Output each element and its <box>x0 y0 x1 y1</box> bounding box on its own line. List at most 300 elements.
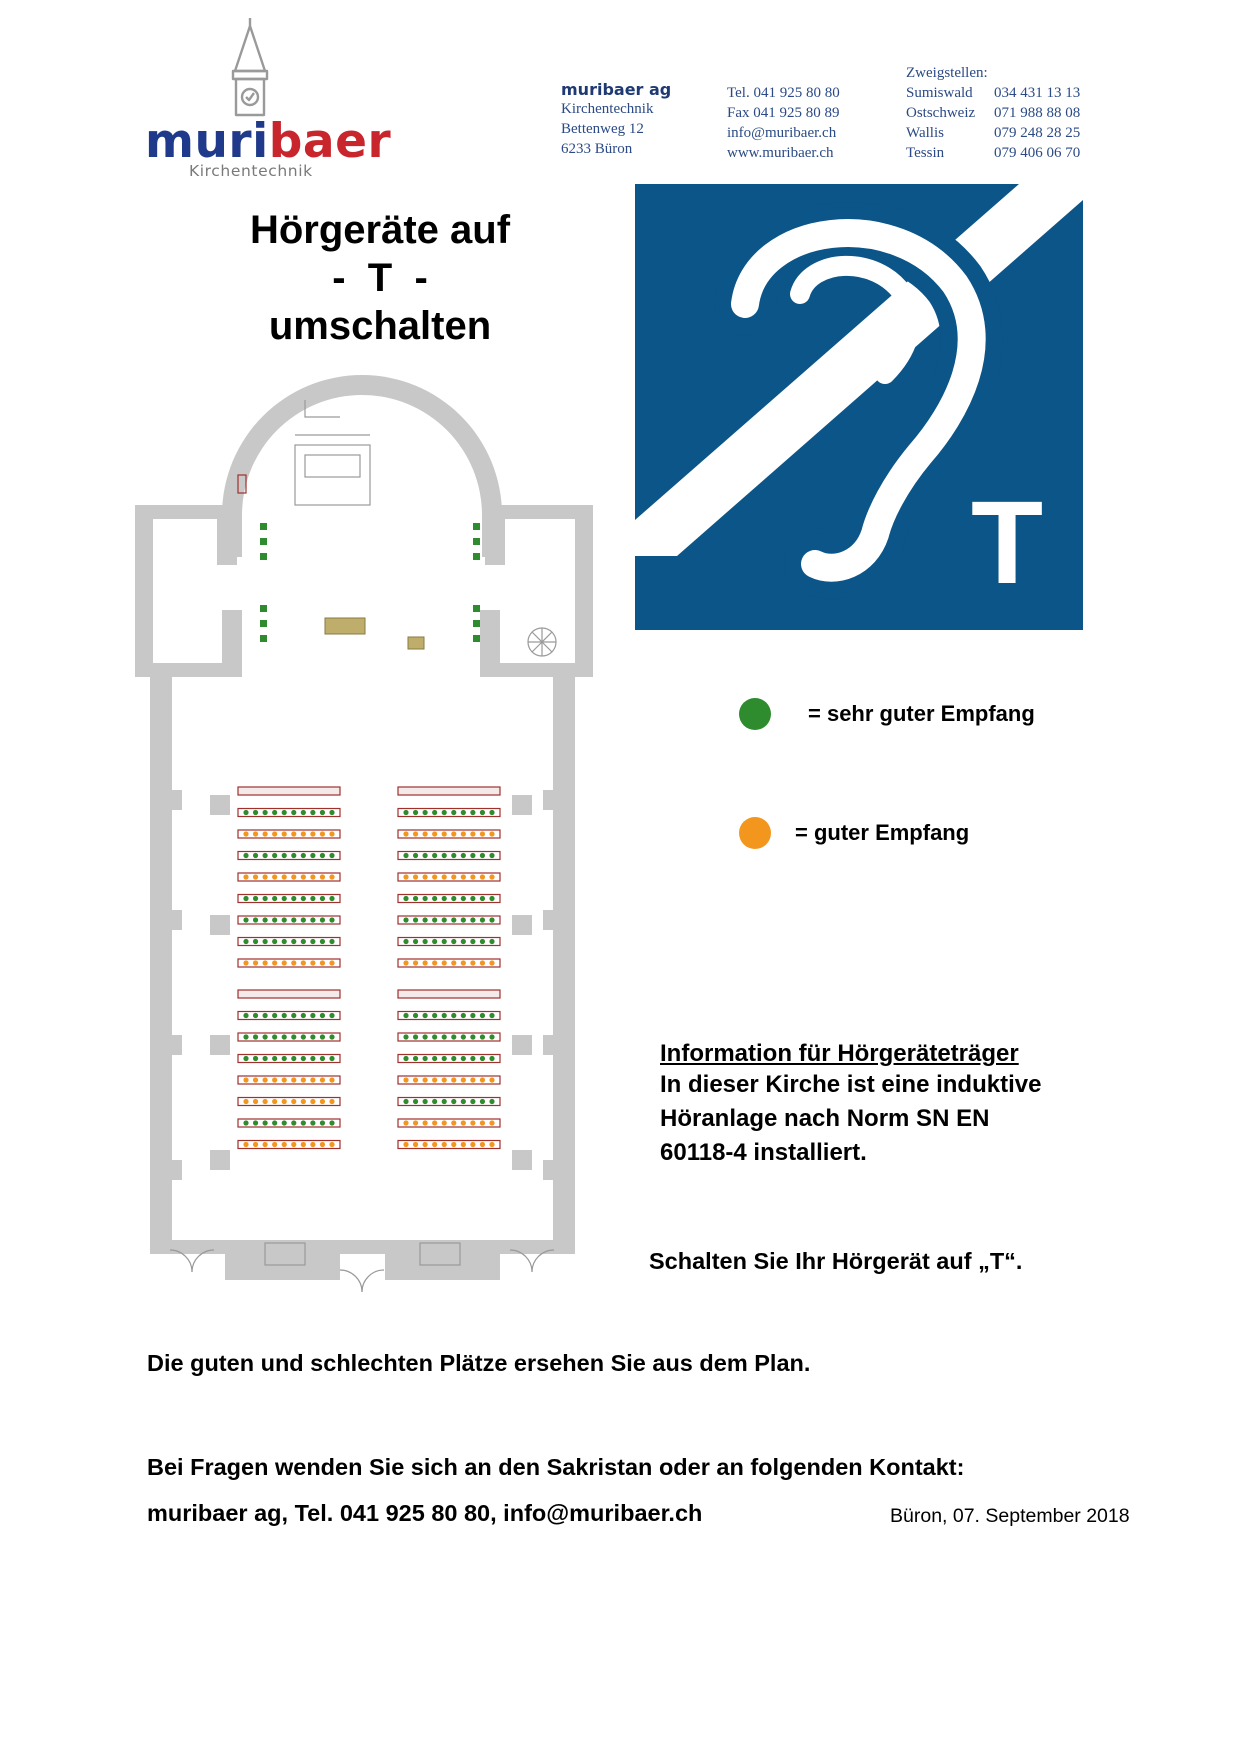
letterhead-website: www.muribaer.ch <box>727 145 834 161</box>
seat-green <box>243 1013 248 1018</box>
info-block <box>660 1040 1041 1170</box>
seat-green <box>470 1099 475 1104</box>
seat-orange <box>432 1142 437 1147</box>
seat-green <box>451 896 456 901</box>
seat-green <box>461 1013 466 1018</box>
seat-green <box>470 853 475 858</box>
seat-green <box>403 1013 408 1018</box>
date-line: Büron, 07. September 2018 <box>890 1505 1130 1527</box>
seat-orange <box>310 874 315 879</box>
page-headline <box>200 206 560 350</box>
seat-orange <box>291 1142 296 1147</box>
branch-name: Tessin <box>906 145 945 161</box>
seat-orange <box>489 960 494 965</box>
seat-orange <box>301 1142 306 1147</box>
seat-green <box>432 810 437 815</box>
seat-orange <box>243 1077 248 1082</box>
seat-green <box>489 1013 494 1018</box>
legend-item-good <box>739 817 969 849</box>
seat-orange <box>291 1099 296 1104</box>
annex-wall <box>135 663 235 677</box>
seat-orange <box>329 960 334 965</box>
logo-word-part2: baer <box>268 114 392 169</box>
seat-green <box>442 917 447 922</box>
seat-orange <box>413 1142 418 1147</box>
seat-green <box>272 1056 277 1061</box>
seat-green <box>432 917 437 922</box>
branch-phone: 071 988 88 08 <box>994 105 1081 121</box>
seat-green <box>263 1120 268 1125</box>
hearing-loop-sign <box>635 184 1083 630</box>
hearing-loop-letter: T <box>971 477 1044 609</box>
seat-green <box>282 896 287 901</box>
letterhead-address-line: 6233 Büron <box>561 141 633 157</box>
seat-green <box>253 896 258 901</box>
seat-orange <box>310 1099 315 1104</box>
seat-orange <box>489 1142 494 1147</box>
seat-green <box>301 853 306 858</box>
letterhead-fax: Fax 041 925 80 89 <box>727 105 840 121</box>
seat-orange <box>282 831 287 836</box>
seat-green <box>470 939 475 944</box>
seat-orange <box>243 960 248 965</box>
seat-orange <box>272 1077 277 1082</box>
seat-green <box>263 1056 268 1061</box>
seat-orange <box>480 831 485 836</box>
seat-green <box>403 896 408 901</box>
branch-name: Wallis <box>906 125 944 141</box>
seat-green <box>480 1099 485 1104</box>
seat-orange <box>320 1099 325 1104</box>
seat-green <box>329 896 334 901</box>
seat-green <box>320 917 325 922</box>
seat-green <box>263 939 268 944</box>
seat-green <box>310 1120 315 1125</box>
seat-green <box>423 1056 428 1061</box>
seat-orange <box>423 831 428 836</box>
seat-green <box>282 1034 287 1039</box>
seat-green <box>423 810 428 815</box>
seat-orange <box>263 960 268 965</box>
seat-green <box>461 939 466 944</box>
seat-orange <box>301 960 306 965</box>
seat-orange <box>263 1077 268 1082</box>
seat-orange <box>329 831 334 836</box>
seat-green <box>320 939 325 944</box>
seat-orange <box>470 1077 475 1082</box>
seat-orange <box>442 1077 447 1082</box>
nave-wall-right <box>553 675 575 1245</box>
info-line: In dieser Kirche ist eine induktive <box>660 1071 1042 1098</box>
seat-green <box>272 939 277 944</box>
headline-line-1: Hörgeräte auf <box>249 208 511 252</box>
seat-orange <box>310 960 315 965</box>
seat-green <box>329 939 334 944</box>
seat-orange <box>480 1120 485 1125</box>
seat-orange <box>263 831 268 836</box>
seat-orange <box>423 960 428 965</box>
seat-orange <box>461 1142 466 1147</box>
seat-orange <box>310 831 315 836</box>
seat-green <box>470 917 475 922</box>
seat-green <box>310 939 315 944</box>
contact-line: muribaer ag, Tel. 041 925 80 80, info@muribaer.ch <box>147 1500 703 1526</box>
seat-orange <box>282 960 287 965</box>
seat-orange <box>423 1142 428 1147</box>
branch-name: Sumiswald <box>906 85 973 101</box>
seat-green <box>329 1013 334 1018</box>
seat-green <box>461 853 466 858</box>
branch-phone: 034 431 13 13 <box>994 85 1081 101</box>
headline-line-2: - T - <box>332 256 428 300</box>
seat-green <box>480 917 485 922</box>
seat-orange <box>489 1120 494 1125</box>
seat-orange <box>253 1142 258 1147</box>
seat-green <box>451 853 456 858</box>
seat-green <box>291 810 296 815</box>
logo-wordmark <box>145 114 392 169</box>
seat-green <box>282 810 287 815</box>
seat-green <box>329 1056 334 1061</box>
seat-green <box>413 917 418 922</box>
seat-orange <box>329 874 334 879</box>
seat-green <box>442 1034 447 1039</box>
seat-green <box>442 1099 447 1104</box>
seat-green <box>320 896 325 901</box>
seat-green <box>253 1056 258 1061</box>
seat-orange <box>413 874 418 879</box>
seat-green <box>253 853 258 858</box>
annex-wall <box>485 505 505 565</box>
seat-green <box>310 896 315 901</box>
seat-green <box>403 939 408 944</box>
seat-green <box>282 917 287 922</box>
entrance-wall <box>150 1240 575 1254</box>
seat-green <box>480 1013 485 1018</box>
seat-green <box>413 1056 418 1061</box>
seat-orange <box>282 1077 287 1082</box>
letterhead-address-block <box>561 80 671 159</box>
seat-orange <box>461 1120 466 1125</box>
seat-green <box>470 1056 475 1061</box>
seat-green <box>320 1013 325 1018</box>
seat-green <box>413 853 418 858</box>
letterhead-contact-block <box>727 83 840 163</box>
seat-orange <box>423 874 428 879</box>
pew <box>238 787 340 795</box>
seat-green <box>272 917 277 922</box>
seat-orange <box>291 874 296 879</box>
seat-green <box>432 1013 437 1018</box>
pew <box>398 787 500 795</box>
seat-orange <box>432 831 437 836</box>
seat-green <box>451 1056 456 1061</box>
seat-orange <box>480 1077 485 1082</box>
seat-orange <box>291 831 296 836</box>
seat-orange <box>442 874 447 879</box>
seat-orange <box>451 874 456 879</box>
seat-green <box>442 1013 447 1018</box>
seat-orange <box>272 1099 277 1104</box>
letterhead-phone: Tel. 041 925 80 80 <box>727 85 840 101</box>
seat-green <box>243 917 248 922</box>
logo-word-part1: muri <box>145 114 269 169</box>
seat-green <box>432 1099 437 1104</box>
letterhead-company-name: muribaer ag <box>561 80 672 99</box>
green-dot-icon <box>739 698 771 730</box>
seat-green <box>272 1034 277 1039</box>
seat-orange <box>451 1077 456 1082</box>
annex-wall <box>222 610 242 677</box>
seat-green <box>470 896 475 901</box>
headline-line-3: umschalten <box>268 304 492 348</box>
seat-green <box>329 853 334 858</box>
seat-orange <box>243 1142 248 1147</box>
seat-green <box>470 810 475 815</box>
seat-orange <box>243 1099 248 1104</box>
seat-green <box>432 1056 437 1061</box>
seat-orange <box>253 960 258 965</box>
seat-green <box>423 939 428 944</box>
seat-orange <box>272 874 277 879</box>
seat-green <box>253 1013 258 1018</box>
seat-green <box>253 1120 258 1125</box>
seat-green <box>470 1013 475 1018</box>
seat-green <box>243 810 248 815</box>
seat-orange <box>413 1077 418 1082</box>
seat-orange <box>451 831 456 836</box>
seat-green <box>480 810 485 815</box>
seat-orange <box>489 831 494 836</box>
seat-orange <box>470 874 475 879</box>
seat-green <box>263 810 268 815</box>
questions-text: Bei Fragen wenden Sie sich an den Sakristan oder an folgenden Kontakt: <box>147 1454 965 1480</box>
seat-green <box>253 917 258 922</box>
legend-label: = sehr guter Empfang <box>808 701 1035 726</box>
choir-table <box>325 618 365 634</box>
seat-green <box>423 896 428 901</box>
info-line: 60118-4 installiert. <box>660 1139 867 1166</box>
seat-green <box>291 1056 296 1061</box>
branch-phone: 079 406 06 70 <box>994 145 1081 161</box>
seat-green <box>301 1120 306 1125</box>
choir-table <box>408 637 424 649</box>
info-line: Höranlage nach Norm SN EN <box>660 1105 990 1132</box>
seat-green <box>489 896 494 901</box>
seat-orange <box>310 1142 315 1147</box>
seat-orange <box>282 874 287 879</box>
seat-orange <box>442 831 447 836</box>
seat-orange <box>329 1142 334 1147</box>
seat-orange <box>432 1120 437 1125</box>
seat-orange <box>489 1077 494 1082</box>
seat-green <box>413 1099 418 1104</box>
seat-green <box>413 939 418 944</box>
seat-orange <box>413 1120 418 1125</box>
seat-green <box>442 939 447 944</box>
seat-green <box>432 1034 437 1039</box>
seat-green <box>263 1034 268 1039</box>
church-tower-icon <box>220 16 280 118</box>
annex-wall <box>575 505 593 677</box>
seat-green <box>291 917 296 922</box>
seat-green <box>489 810 494 815</box>
seat-green <box>301 939 306 944</box>
seat-green <box>403 1099 408 1104</box>
orange-dot-icon <box>739 817 771 849</box>
seat-orange <box>263 1142 268 1147</box>
seat-green <box>253 1034 258 1039</box>
seat-orange <box>282 1142 287 1147</box>
seat-green <box>263 853 268 858</box>
seat-orange <box>243 831 248 836</box>
seat-orange <box>263 1099 268 1104</box>
altar <box>295 445 370 505</box>
seat-orange <box>423 1120 428 1125</box>
seat-orange <box>413 831 418 836</box>
seat-green <box>320 853 325 858</box>
seat-green <box>291 1034 296 1039</box>
seat-green <box>413 810 418 815</box>
seat-green <box>282 853 287 858</box>
seat-orange <box>451 960 456 965</box>
letterhead-branches-block <box>906 63 1080 163</box>
seat-green <box>489 853 494 858</box>
seat-green <box>451 810 456 815</box>
pew <box>238 990 340 998</box>
seat-orange <box>272 1142 277 1147</box>
seat-green <box>403 810 408 815</box>
annex-wall <box>217 505 237 565</box>
seat-green <box>461 896 466 901</box>
seat-green <box>451 1013 456 1018</box>
seat-green <box>451 939 456 944</box>
seat-orange <box>329 1099 334 1104</box>
seat-green <box>451 1034 456 1039</box>
seat-green <box>403 1056 408 1061</box>
seat-orange <box>470 1142 475 1147</box>
seat-green <box>329 1034 334 1039</box>
seat-orange <box>320 1142 325 1147</box>
seat-orange <box>403 874 408 879</box>
seat-green <box>413 1013 418 1018</box>
pew <box>398 990 500 998</box>
seat-green <box>263 917 268 922</box>
seat-green <box>432 939 437 944</box>
seat-orange <box>253 874 258 879</box>
entrance-porch <box>385 1240 500 1280</box>
church-floor-plan <box>130 345 620 1325</box>
seat-orange <box>282 1099 287 1104</box>
seat-green <box>282 1013 287 1018</box>
seat-orange <box>272 831 277 836</box>
seat-orange <box>461 831 466 836</box>
seat-green <box>461 1034 466 1039</box>
seat-green <box>432 896 437 901</box>
seat-orange <box>403 1120 408 1125</box>
seat-green <box>329 1120 334 1125</box>
seat-green <box>301 1034 306 1039</box>
seat-orange <box>320 960 325 965</box>
seat-green <box>461 917 466 922</box>
letterhead-email: info@muribaer.ch <box>727 125 837 141</box>
seat-green <box>489 1056 494 1061</box>
seat-orange <box>470 960 475 965</box>
plan-note: Die guten und schlechten Plätze ersehen Sie aus dem Plan. <box>147 1350 811 1376</box>
seat-green <box>423 1034 428 1039</box>
seat-green <box>310 1013 315 1018</box>
seat-orange <box>451 1120 456 1125</box>
seat-orange <box>432 874 437 879</box>
seat-green <box>301 896 306 901</box>
seat-orange <box>432 1077 437 1082</box>
branch-name: Ostschweiz <box>906 105 976 121</box>
seat-green <box>263 896 268 901</box>
seat-orange <box>442 1142 447 1147</box>
seat-green <box>272 853 277 858</box>
seat-green <box>329 917 334 922</box>
seat-orange <box>301 1077 306 1082</box>
seat-orange <box>301 874 306 879</box>
seat-green <box>310 1056 315 1061</box>
seat-green <box>291 939 296 944</box>
seat-orange <box>243 874 248 879</box>
seat-green <box>263 1013 268 1018</box>
seat-green <box>320 1034 325 1039</box>
seat-green <box>480 939 485 944</box>
seat-orange <box>480 960 485 965</box>
seat-orange <box>470 1120 475 1125</box>
seat-green <box>301 917 306 922</box>
seat-orange <box>461 960 466 965</box>
seat-green <box>329 810 334 815</box>
seat-green <box>320 1056 325 1061</box>
seat-orange <box>470 831 475 836</box>
seat-green <box>320 1120 325 1125</box>
seat-orange <box>301 1099 306 1104</box>
seat-orange <box>253 831 258 836</box>
seat-orange <box>489 874 494 879</box>
seat-orange <box>461 1077 466 1082</box>
seat-green <box>291 896 296 901</box>
seat-green <box>272 1013 277 1018</box>
seat-green <box>480 853 485 858</box>
seat-green <box>310 810 315 815</box>
seat-orange <box>253 1077 258 1082</box>
seat-green <box>442 810 447 815</box>
seat-green <box>461 810 466 815</box>
legend-item-very-good <box>739 698 1035 730</box>
entrance-porch <box>225 1240 340 1280</box>
seat-green <box>272 1120 277 1125</box>
seat-orange <box>291 1077 296 1082</box>
seat-orange <box>320 1077 325 1082</box>
seat-green <box>282 1120 287 1125</box>
seat-green <box>243 1120 248 1125</box>
seat-green <box>243 896 248 901</box>
seat-green <box>253 810 258 815</box>
seat-green <box>243 853 248 858</box>
company-logo <box>145 16 392 186</box>
seat-orange <box>432 960 437 965</box>
seat-green <box>480 896 485 901</box>
seat-green <box>423 853 428 858</box>
instruction-text: Schalten Sie Ihr Hörgerät auf „T“. <box>649 1248 1023 1274</box>
annex-wall <box>480 610 500 677</box>
seat-orange <box>291 960 296 965</box>
seat-green <box>489 1099 494 1104</box>
seat-orange <box>413 960 418 965</box>
